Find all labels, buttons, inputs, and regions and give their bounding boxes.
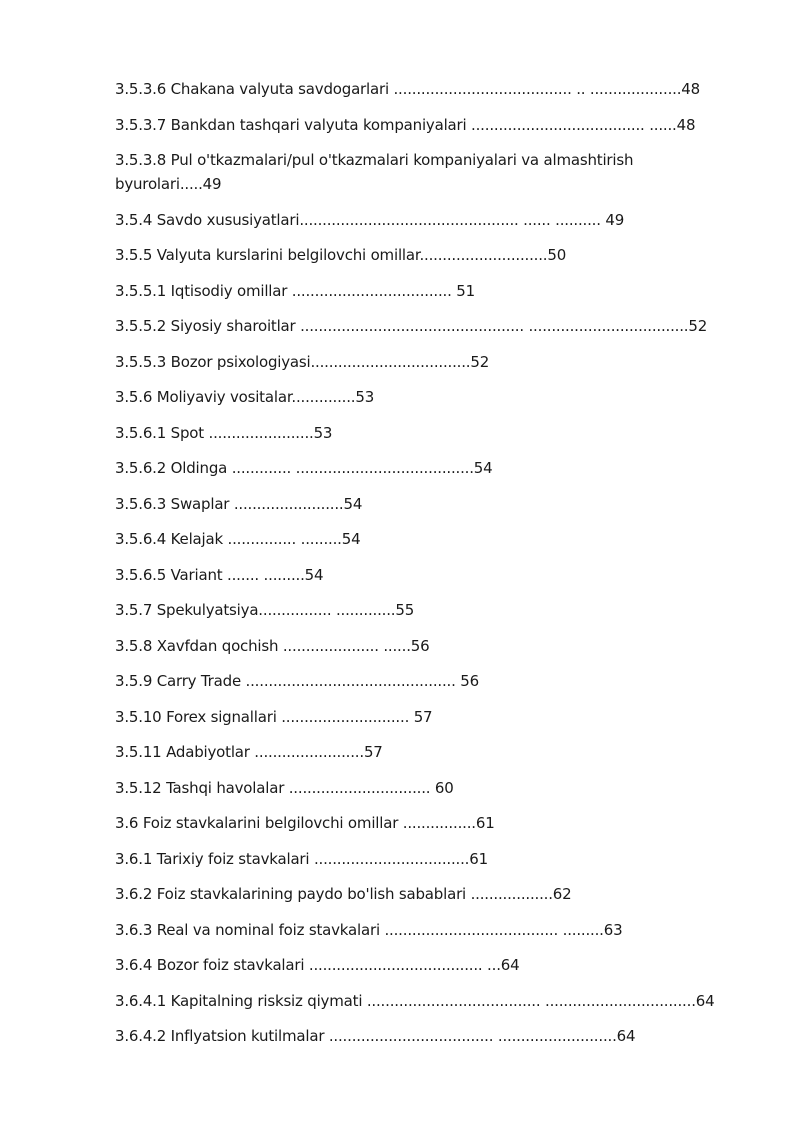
toc-entry: 3.5.6.1 Spot .......................53 <box>115 423 333 442</box>
toc-entry: 3.6.1 Tarixiy foiz stavkalari ..................................61 <box>115 849 488 868</box>
toc-entry: 3.6.2 Foiz stavkalarining paydo bo'lish sabablari ..................62 <box>115 885 572 903</box>
toc-entry: 3.5.4 Savdo xususiyatlari................................................ ...... .......... 49 <box>115 210 625 229</box>
toc-entry: 3.5.6.2 Oldinga ............. .......................................54 <box>115 459 493 477</box>
toc-entry: 3.5.7 Spekulyatsiya................ .............55 <box>115 601 415 619</box>
toc-entry: 3.5.3.7 Bankdan tashqari valyuta kompaniyalari ...................................... ......48 <box>115 115 696 134</box>
toc-entry: 3.5.5.1 Iqtisodiy omillar ................................... 51 <box>115 281 475 300</box>
toc-entry: 3.6 Foiz stavkalarini belgilovchi omillar ................61 <box>115 814 495 832</box>
toc-entry: 3.6.4.2 Inflyatsion kutilmalar .................................... ..........................64 <box>115 1027 636 1045</box>
toc-entry: 3.5.6.5 Variant ....... .........54 <box>115 565 324 584</box>
toc-entry: 3.5.10 Forex signallari ............................ 57 <box>115 707 433 726</box>
toc-entry: 3.6.3 Real va nominal foiz stavkalari ...................................... .........63 <box>115 920 623 939</box>
toc-entry: 3.5.5 Valyuta kurslarini belgilovchi omillar............................50 <box>115 246 567 264</box>
toc-entry: 3.5.9 Carry Trade .............................................. 56 <box>115 672 479 690</box>
toc-entry: 3.5.12 Tashqi havolalar ............................... 60 <box>115 778 454 797</box>
toc-entry: 3.5.6.3 Swaplar ........................54 <box>115 494 363 513</box>
toc-entry: 3.6.4.1 Kapitalning risksiz qiymati ...................................... .................................64 <box>115 991 715 1010</box>
toc-entry: 3.5.8 Xavfdan qochish ..................... ......56 <box>115 636 430 655</box>
toc-entry: 3.5.3.6 Chakana valyuta savdogarlari ....................................... .. ....................48 <box>115 80 700 98</box>
toc-entry: 3.5.3.8 Pul o'tkazmalari/pul o'tkazmalari kompaniyalari va almashtirish byurolari.....49 <box>115 151 638 193</box>
table-of-contents <box>115 77 755 1060</box>
toc-entry: 3.5.5.3 Bozor psixologiyasi...................................52 <box>115 352 490 371</box>
toc-entry: 3.6.4 Bozor foiz stavkalari ...................................... ...64 <box>115 956 520 974</box>
toc-entry: 3.5.6.4 Kelajak ............... .........54 <box>115 530 361 548</box>
toc-entry: 3.5.11 Adabiyotlar ........................57 <box>115 743 383 761</box>
toc-entry: 3.5.6 Moliyaviy vositalar..............53 <box>115 388 375 406</box>
toc-entry: 3.5.5.2 Siyosiy sharoitlar ................................................. ...................................52 <box>115 317 708 335</box>
